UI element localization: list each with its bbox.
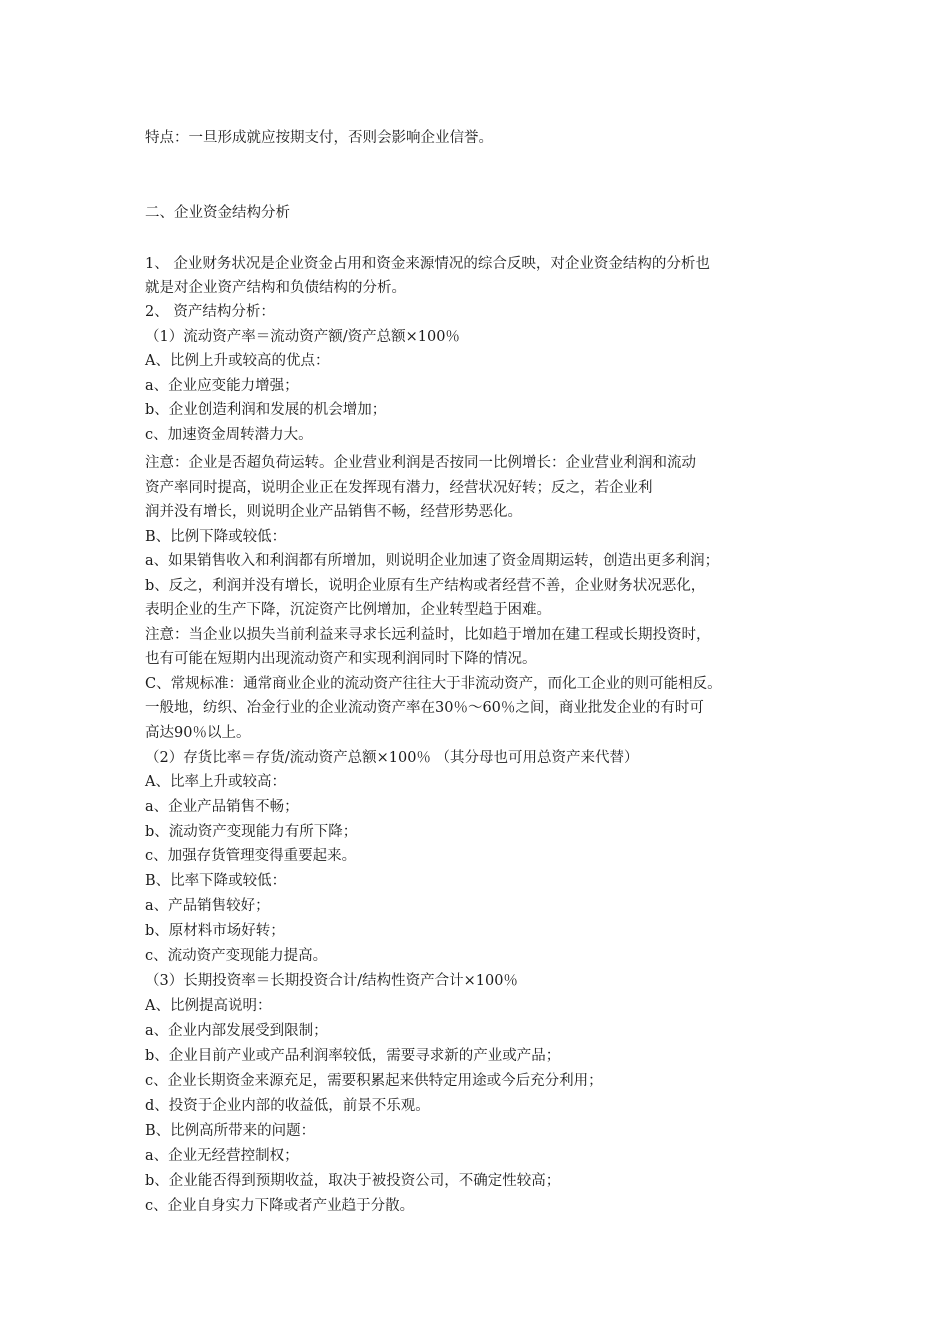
list-item: c、加强存货管理变得重要起来。 [145, 848, 357, 864]
list-item: b、企业创造利润和发展的机会增加； [145, 402, 387, 418]
paragraph-line: 高达90％以上。 [145, 725, 251, 741]
paragraph-line: 就是对企业资产结构和负债结构的分析。 [145, 280, 406, 296]
paragraph-line: A、比例提高说明： [145, 998, 272, 1014]
list-item: a、企业无经营控制权； [145, 1148, 299, 1164]
paragraph-line: C、常规标准：通常商业企业的流动资产往往大于非流动资产，而化工企业的则可能相反。 [145, 676, 722, 692]
paragraph-line: A、比例上升或较高的优点： [145, 353, 330, 369]
formula-line: （3）长期投资率＝长期投资合计/结构性资产合计×100％ [145, 973, 518, 989]
list-item: b、原材料市场好转； [145, 923, 285, 939]
formula-line: （1）流动资产率＝流动资产额/资产总额×100％ [145, 329, 460, 345]
list-item: a、产品销售较好； [145, 898, 270, 914]
note-line: 注意：当企业以损失当前利益来寻求长远利益时，比如趋于增加在建工程或长期投资时， [145, 627, 711, 643]
list-item: c、加速资金周转潜力大。 [145, 427, 313, 443]
paragraph-line: 一般地，纺织、冶金行业的企业流动资产率在30％～60％之间，商业批发企业的有时可 [145, 700, 704, 716]
list-item: a、企业内部发展受到限制； [145, 1023, 328, 1039]
list-item: b、反之，利润并没有增长，说明企业原有生产结构或者经营不善，企业财务状况恶化， [145, 578, 706, 594]
list-item: b、企业能否得到预期收益，取决于被投资公司，不确定性较高； [145, 1173, 561, 1189]
list-item: b、企业目前产业或产品利润率较低，需要寻求新的产业或产品； [145, 1048, 561, 1064]
list-item: a、如果销售收入和利润都有所增加，则说明企业加速了资金周期运转，创造出更多利润； [145, 553, 720, 569]
note-line: 润并没有增长，则说明企业产品销售不畅，经营形势恶化。 [145, 504, 522, 520]
list-item: c、企业长期资金来源充足，需要积累起来供特定用途或今后充分利用； [145, 1073, 603, 1089]
formula-line: （2）存货比率＝存货/流动资产总额×100％ （其分母也可用总资产来代替） [145, 750, 639, 766]
list-item: c、企业自身实力下降或者产业趋于分散。 [145, 1198, 415, 1214]
list-item: b、流动资产变现能力有所下降； [145, 824, 358, 840]
paragraph-line: B、比例高所带来的问题： [145, 1123, 316, 1139]
paragraph-feature-note: 特点：一旦形成就应按期支付，否则会影响企业信誉。 [145, 130, 493, 146]
list-item: c、流动资产变现能力提高。 [145, 948, 328, 964]
note-line: 也有可能在短期内出现流动资产和实现利润同时下降的情况。 [145, 651, 537, 667]
paragraph-line: B、比率下降或较低： [145, 873, 287, 889]
list-item: 表明企业的生产下降，沉淀资产比例增加，企业转型趋于困难。 [145, 602, 551, 618]
note-line: 资产率同时提高，说明企业正在发挥现有潜力，经营状况好转；反之，若企业利 [145, 480, 653, 496]
note-line: 注意：企业是否超负荷运转。企业营业利润是否按同一比例增长：企业营业利润和流动 [145, 455, 696, 471]
paragraph-line: B、比例下降或较低： [145, 529, 287, 545]
paragraph-line: 2、 资产结构分析： [145, 304, 275, 320]
list-item: d、投资于企业内部的收益低，前景不乐观。 [145, 1098, 430, 1114]
section-heading: 二、企业资金结构分析 [145, 205, 290, 221]
paragraph-line: A、比率上升或较高： [145, 774, 286, 790]
list-item: a、企业产品销售不畅； [145, 799, 299, 815]
list-item: a、企业应变能力增强； [145, 378, 299, 394]
paragraph-line: 1、 企业财务状况是企业资金占用和资金来源情况的综合反映，对企业资金结构的分析也 [145, 256, 710, 272]
